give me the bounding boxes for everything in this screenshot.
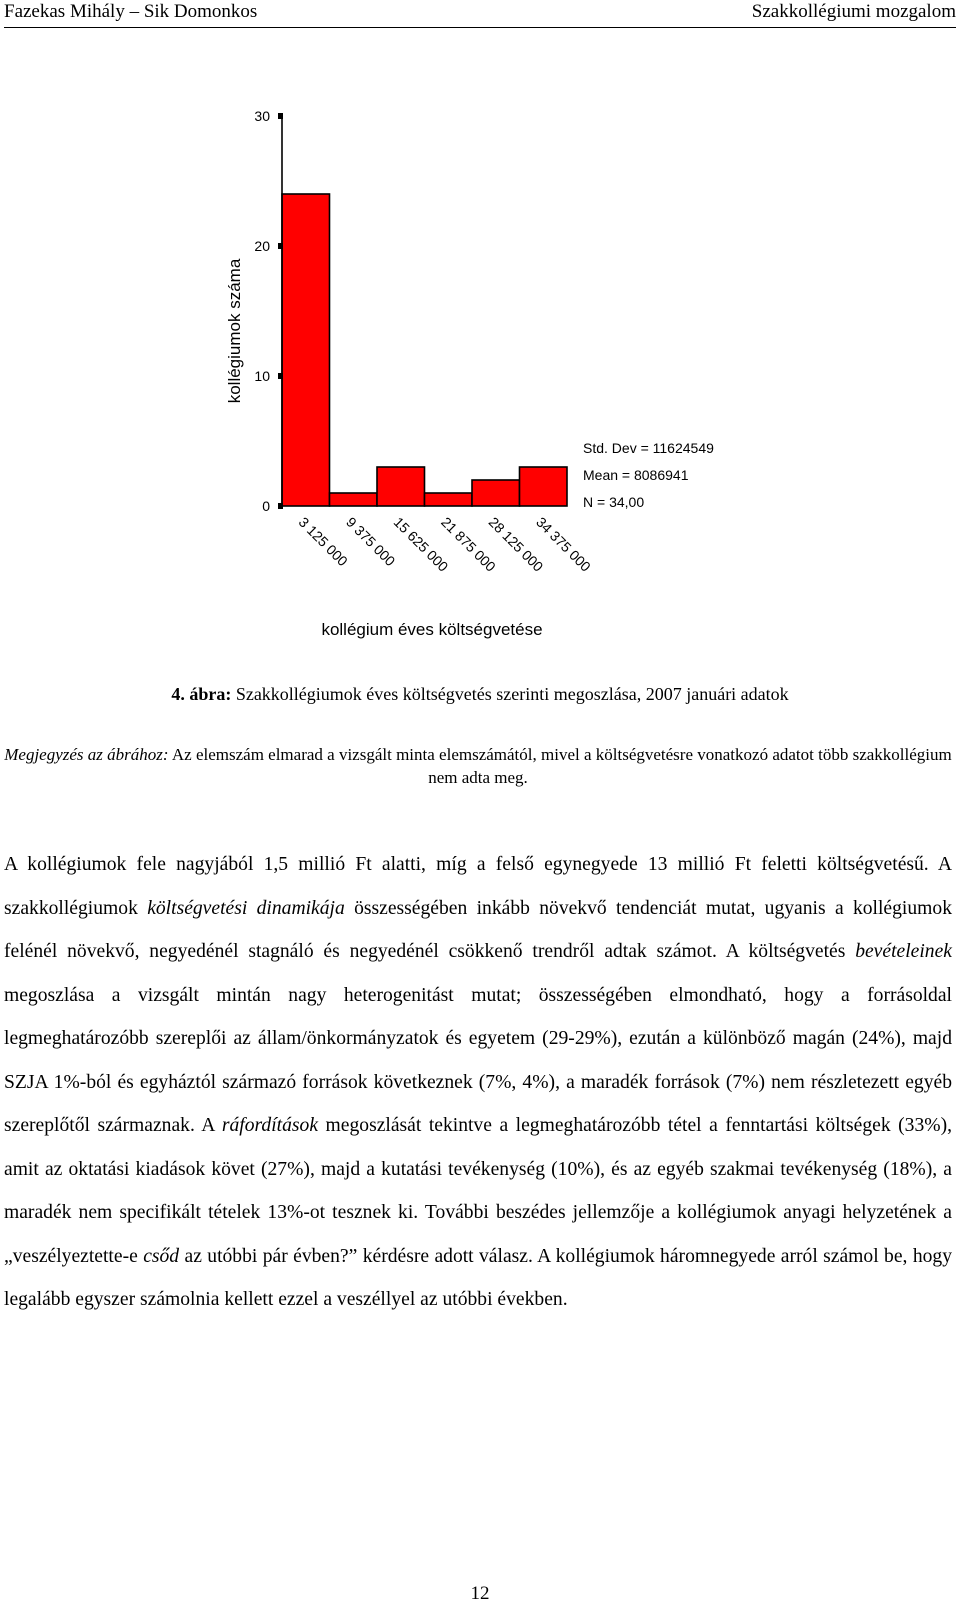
- body-emphasis-3: ráfordítások: [221, 1115, 319, 1136]
- body-emphasis-4: csőd: [143, 1245, 180, 1267]
- page-number: 12: [470, 1583, 490, 1604]
- x-tick-label: 34 375 000: [533, 513, 594, 575]
- bar: [425, 493, 473, 506]
- x-tick-label: 3 125 000: [295, 513, 351, 570]
- x-tick-label: 21 875 000: [438, 513, 499, 575]
- y-tick-mark: [278, 243, 283, 249]
- bar: [472, 480, 520, 506]
- stats-line: N = 34,00: [583, 494, 645, 510]
- y-tick-label: 30: [254, 108, 270, 124]
- body-text-5: az utóbbi pár évben?” kérdésre adott válasz. A kollégiumok háromnegyede arról számol be, hogy legalább egyszer számolnia kellett ezzel a veszéllyel az utóbbi években.: [4, 1245, 953, 1310]
- y-tick-mark: [278, 503, 283, 509]
- body-text-2: összességében inkább növekvő tendenciát mutat, ugyanis a kollégiumok felénél növekvő, negyedénél stagnáló és negyedénél csökkenő trendről adtak számot. A költségvetés: [4, 897, 952, 962]
- bar: [282, 194, 330, 506]
- x-tick-label: 9 375 000: [343, 513, 399, 570]
- bar: [377, 467, 425, 506]
- figure-note: [4, 743, 952, 789]
- x-axis-title: kollégium éves költségvetése: [321, 620, 543, 639]
- stats-line: Mean = 8086941: [583, 467, 689, 483]
- body-text-1: A kollégiumok fele nagyjából 1,5 millió Ft alatti, míg a felső egynegyede 13 millió Ft feletti költségvetésű. A szakkollégiumok: [4, 854, 952, 919]
- y-tick-label: 0: [262, 498, 270, 514]
- body-text-4: megoszlását tekintve a legmeghatározóbb tétel a fenntartási költségek (33%), amit az oktatási kiadások követ (27%), majd a kutatási tevékenység (10%), és az egyéb szakmai tevékenység (18%), a maradék nem specifikált tételek 13%-ot tesznek ki. További beszédes jellemzője a kollégiumok anyagi helyzetének a „veszélyeztette-e: [4, 1115, 952, 1267]
- running-header: [4, 0, 956, 28]
- figure-caption: [0, 682, 960, 706]
- x-tick-label: 15 625 000: [390, 513, 452, 575]
- bar: [520, 467, 568, 506]
- y-axis-title: kollégiumok száma: [225, 258, 244, 404]
- body-emphasis-2: bevételeinek: [855, 941, 952, 962]
- header-authors: Fazekas Mihály – Sik Domonkos: [4, 1, 258, 22]
- body-text-3: megoszlása a vizsgált mintán nagy heterogenitást mutat; összességében elmondható, hogy a forrásoldal legmeghatározóbb szereplői az állam/önkormányzatok és egyetem (29-29%), ezután a különböző magán (24%), majd SZJA 1%-ból és egyháztól származó források következnek (7%, 4%), a maradék források (7%) nem részletezett egyéb szereplőtől származnak. A: [4, 984, 952, 1136]
- bar: [330, 493, 378, 506]
- caption-number: 4. ábra:: [171, 684, 232, 704]
- x-tick-label: 28 125 000: [485, 513, 547, 575]
- note-text: Az elemszám elmarad a vizsgált minta elemszámától, mivel a költségvetésre vonatkozó adatot több szakkollégium nem adta meg.: [171, 745, 952, 787]
- stats-line: Std. Dev = 11624549: [583, 440, 714, 456]
- histogram-chart: [0, 90, 960, 650]
- body-emphasis-1: költségvetési dinamikája: [147, 897, 345, 919]
- caption-text: Szakkollégiumok éves költségvetés szerinti megoszlása, 2007 januári adatok: [235, 684, 789, 704]
- y-tick-mark: [278, 113, 283, 119]
- note-label: Megjegyzés az ábrához:: [4, 745, 169, 764]
- y-tick-label: 10: [254, 368, 270, 384]
- y-tick-label: 20: [254, 238, 270, 254]
- header-title: Szakkollégiumi mozgalom: [751, 1, 956, 22]
- body-paragraph: [4, 843, 952, 1322]
- y-tick-mark: [278, 373, 283, 379]
